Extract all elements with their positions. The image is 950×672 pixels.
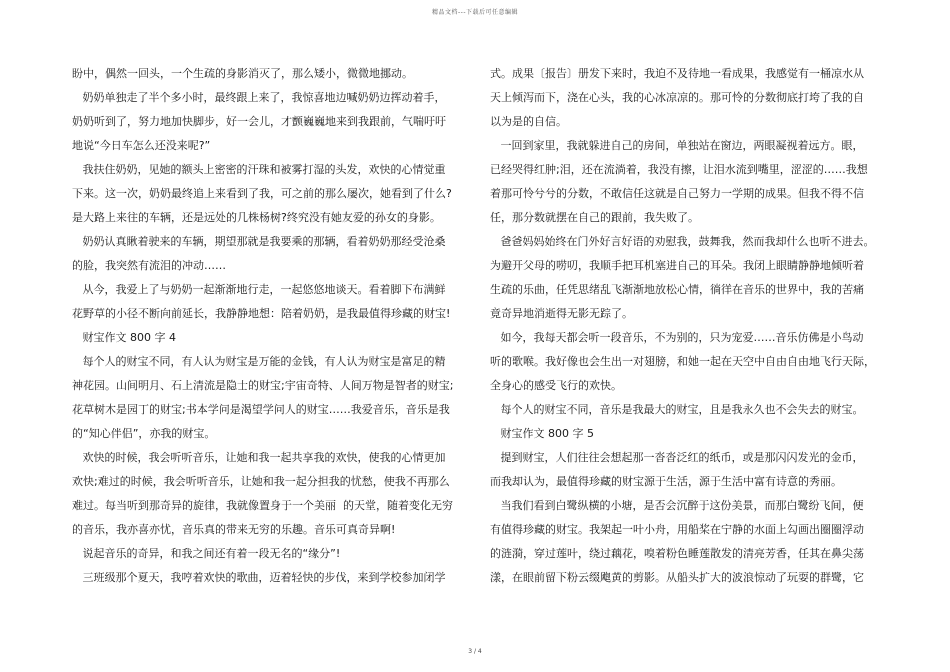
text-line: 欢快;难过的时候，我会听听音乐，让她和我一起分担我的忧愁，使我不再那么 [72,475,450,488]
text-line: 欢快的时候，我会听听音乐，让她和我一起共享我的欢快，使我的心情更加 [72,451,446,464]
text-line: 爸爸妈妈始终在门外好言好语的劝慰我，鼓舞我，然而我却什么也听不进去。 [490,235,875,248]
text-line: 竟奇异地消逝得无影无踪了。 [490,307,633,320]
text-line: 的音乐，我亦喜亦忧，音乐真的带来无穷的乐趣。音乐可真奇异啊! [72,523,396,536]
text-line: 的脸，我突然有流泪的冲动…… [72,259,226,272]
text-line: 神花园。山间明月、石上清流是隐士的财宝;宇宙奇特、人间万物是智者的财宝; [72,379,454,392]
text-line: 天上倾泻而下，浇在心头，我的心冰凉凉的。那可怜的分数彻底打垮了我的自 [490,91,864,104]
text-line: 奶奶认真瞅着驶来的车辆，期望那就是我要乘的那辆，看着奶奶那经受沧桑 [72,235,446,248]
text-line: 每个人的财宝不同，音乐是我最大的财宝，且是我永久也不会失去的财宝。 [490,403,864,416]
text-line: 而我却认为，最值得珍藏的财宝源于生活，源于生活中富有诗意的秀丽。 [490,475,842,488]
text-line: 以为是的自信。 [490,115,567,128]
text-line: 着那可怜兮兮的分数，不敢信任这就是自己努力一学期的成果。但我不得不信 [490,187,864,200]
text-line: 花野草的小径不断向前延长，我静静地想：陪着奶奶，是我最值得珍藏的财宝! [72,307,451,320]
text-line: 我扶住奶奶，见她的额头上密密的汗珠和被雾打湿的头发，欢快的心情觉重 [72,163,446,176]
text-line: 为避开父母的唠叨，我顺手把耳机塞进自己的耳朵。我闭上眼睛静静地倾听着 [490,259,864,272]
text-line: 财宝作文 800 字 5 [490,427,594,440]
text-line: 一回到家里，我就躲进自己的房间，单独站在窗边，两眼凝视着远方。眼， [490,139,864,152]
page-header: 精品文档---下载后可任意编辑 [432,9,518,16]
text-line: 地说“今日车怎么还没来呢?” [72,139,211,152]
text-line: 已经哭得红肿;泪，还在流淌着，我没有擦，让泪水流到嘴里，涩涩的……我想 [490,163,868,176]
text-line: 漾，在眼前留下粉云缀飑黄的剪影。从船头扩大的波浪惊动了玩耍的群鹭，它 [490,571,864,584]
text-line: 生疏的乐曲，任凭思绪乱飞渐渐地放松心情，徜徉在音乐的世界中，我的苦痛 [490,283,864,296]
text-line: 任，那分数就摆在自己的跟前，我失败了。 [490,211,699,224]
text-line: 的“知心伴侣”，亦我的财宝。 [72,427,216,440]
text-line: 财宝作文 800 字 4 [72,331,176,344]
text-line: 奶奶听到了，努力地加快脚步，好一会儿，才颤巍巍地来到我跟前，气喘吁吁 [72,115,446,128]
text-line: 从今，我爱上了与奶奶一起渐渐地行走，一起悠悠地谈天。看着脚下布满鲜 [72,283,446,296]
text-line: 花草树木是园丁的财宝;书本学问是渴望学问人的财宝……我爱音乐，音乐是我 [72,403,450,416]
text-line: 说起音乐的奇异，和我之间还有着一段无名的“缘分”! [72,547,341,560]
left-column [72,62,452,590]
text-line: 有值得珍藏的财宝。我架起一叶小舟，用船桨在宁静的水面上勾画出圈圈浮动 [490,523,864,536]
text-line: 如今，我每天都会听一段音乐，不为别的，只为宠爱……音乐仿佛是小鸟动 [490,331,864,344]
text-line: 盼中，偶然一回头，一个生疏的身影消灭了，那么矮小，微微地挪动。 [72,67,413,80]
text-line: 难过。每当听到那奇异的旋律，我就像置身于一个美丽 的天堂，随着变化无穷 [72,499,453,512]
text-line: 提到财宝，人们往往会想起那一沓沓泛红的纸币，或是那闪闪发光的金币， [490,451,864,464]
text-line: 奶奶单独走了半个多小时，最终跟上来了，我惊喜地边喊奶奶边挥动着手， [72,91,446,104]
text-line: 听的歌喉。我好像也会生出一对翅膀，和她一起在天空中自由自由地飞行天际， [490,355,875,368]
text-line: 的涟漪，穿过莲叶，绕过藕花，嗅着粉色睡莲散发的清亮芳香，任其在鼻尖荡 [490,547,864,560]
text-line: 当我们看到白鹭纵横的小塘，是否会沉醉于这份美景，而那白鹭纷飞间，便 [490,499,864,512]
right-column [490,62,875,590]
text-line: 每个人的财宝不同，有人认为财宝是万能的金钱，有人认为财宝是富足的精 [72,355,446,368]
text-line: 式。成果〔报告〕册发下来时，我迫不及待地一看成果，我感觉有一桶凉水从 [490,67,864,80]
text-line: 是大路上来往的车辆，还是远处的几株杨树?终究没有她友爱的孙女的身影。 [72,211,441,224]
text-line: 三班级那个夏天，我哼着欢快的歌曲，迈着轻快的步伐，来到学校参加闭学 [72,571,446,584]
text-line: 下来。这一次，奶奶最终追上来看到了我，可之前的那么屡次，她看到了什么? [72,187,452,200]
page-number: 3 / 4 [468,648,482,655]
text-line: 全身心的感受飞行的欢快。 [490,379,622,392]
